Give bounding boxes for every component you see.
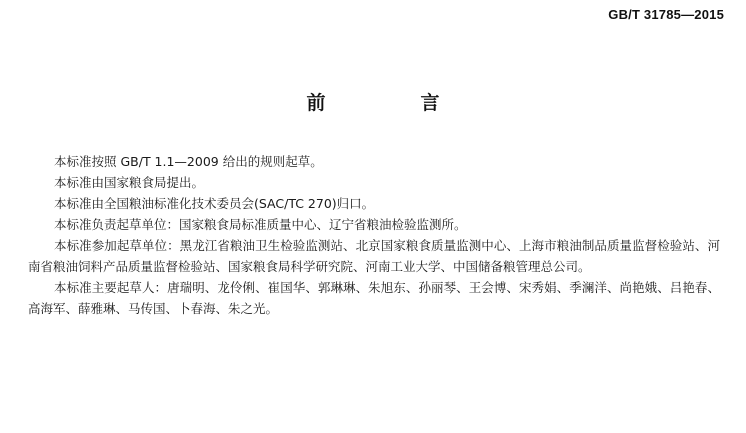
body-text (28, 151, 720, 319)
standard-code: GB/T 31785—2015 (608, 7, 724, 22)
section-title: 前 言 (306, 92, 478, 114)
paragraph-proposer: 本标准由国家粮食局提出。 (54, 175, 205, 190)
paragraph-technical-committee: 本标准由全国粮油标准化技术委员会(SAC/TC 270)归口。 (54, 196, 375, 211)
paragraph-participating-units: 本标准参加起草单位：黑龙江省粮油卫生检验监测站、北京国家粮食质量监测中心、上海市粮油制品质量监督检验站、河南省粮油饲料产品质量监督检验站、国家粮食局科学研究院、河南工业大学、中国储备粮管理总公司。 (28, 238, 720, 274)
paragraph-drafting-rules: 本标准按照 GB/T 1.1—2009 给出的规则起草。 (54, 154, 323, 169)
paragraph-responsible-units: 本标准负责起草单位：国家粮食局标准质量中心、辽宁省粮油检验监测所。 (54, 217, 467, 232)
paragraph-main-drafters: 本标准主要起草人：唐瑞明、龙伶俐、崔国华、郭琳琳、朱旭东、孙丽琴、王会博、宋秀娟、季澜洋、尚艳娥、吕艳春、高海军、薛雅琳、马传国、卜春海、朱之光。 (28, 280, 720, 316)
